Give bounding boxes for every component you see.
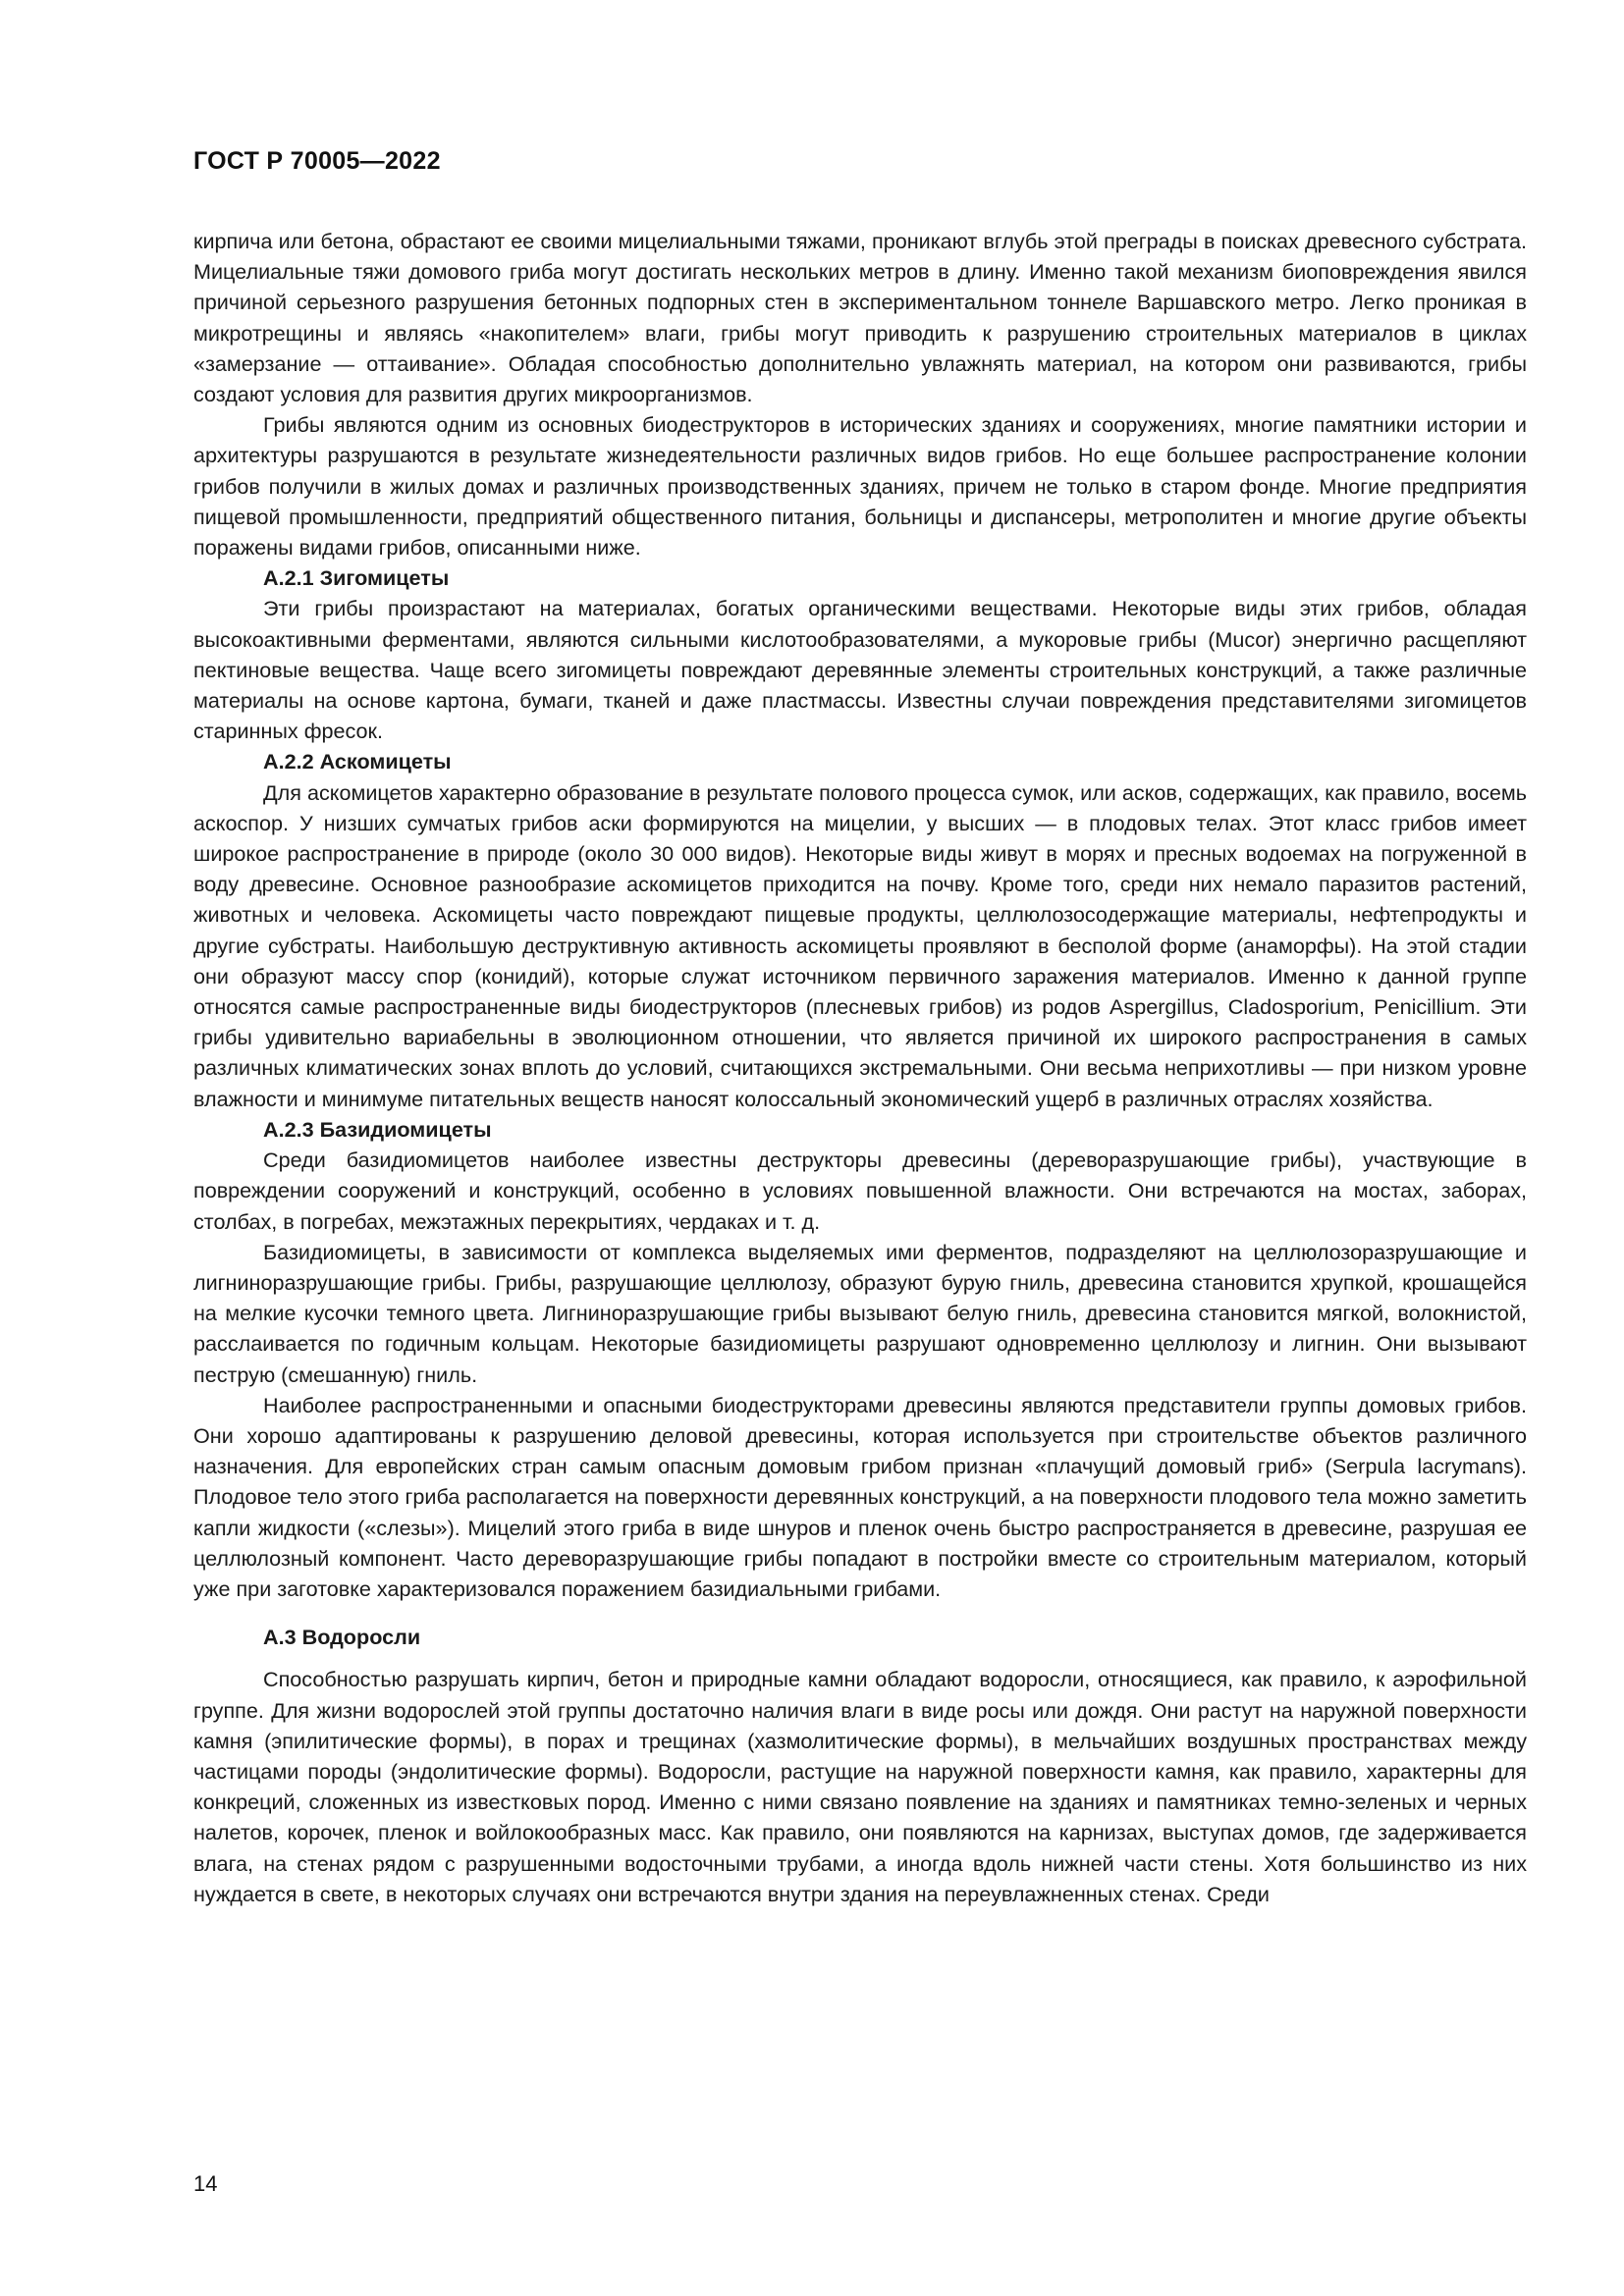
paragraph: Наиболее распространенными и опасными биодеструкторами древесины являются представители группы домовых грибов. Они хорошо адаптированы к разрушению деловой древесины, которая используется при строительстве объектов различного назначения. Для европейских стран самым опасным домовым грибом признан «плачущий домовый гриб» (Serpula lacrymans). Плодовое тело этого гриба располагается на поверхности деревянных конструкций, а на поверхности плодового тела можно заметить капли жидкости («слезы»). Мицелий этого гриба в виде шнуров и пленок очень быстро распространяется в древесине, разрушая ее целлюлозный компонент. Часто дереворазрушающие грибы попадают в постройки вместе со строительным материалом, который уже при заготовке характеризовался поражением базидиальными грибами. [193, 1392, 1527, 1601]
section-heading-a23: А.2.3 Базидиомицеты [263, 1116, 492, 1142]
section-heading-a21: А.2.1 Зигомицеты [263, 565, 450, 591]
paragraph: Грибы являются одним из основных биодеструкторов в исторических зданиях и сооружениях, многие памятники истории и архитектуры разрушаются в результате жизнедеятельности различных видов грибов. Но еще большее распространение колонии грибов получили в жилых домах и различных производственных зданиях, причем не только в старом фонде. Многие предприятия пищевой промышленности, предприятий общественного питания, больницы и диспансеры, метрополитен и многие другие объекты поражены видами грибов, описанными ниже. [193, 412, 1527, 561]
document-header: ГОСТ Р 70005—2022 [193, 147, 441, 175]
paragraph: Способностью разрушать кирпич, бетон и природные камни обладают водоросли, относящиеся, как правило, к аэрофильной группе. Для жизни водорослей этой группы достаточно наличия влаги в виде росы или дождя. Они растут на наружной поверхности камня (эпилитические формы), в порах и трещинах (хазмолитические формы), в мельчайших воздушных пространствах между частицами породы (эндолитические формы). Водоросли, растущие на наружной поверхности камня, как правило, характерны для конкреций, сложенных из известковых пород. Именно с ними связано появление на зданиях и памятниках темно-зеленых и черных налетов, корочек, пленок и войлокообразных масс. Как правило, они появляются на карнизах, выступах домов, где задерживается влага, на стенах рядом с разрушенными водосточными трубами, а иногда вдоль нижней части стены. Хотя большинство из них нуждается в свете, в некоторых случаях они встречаются внутри здания на переувлажненных стенах. Среди [193, 1667, 1527, 1906]
paragraph: Среди базидиомицетов наиболее известны деструкторы древесины (дереворазрушающие грибы), участвующие в повреждении сооружений и конструкций, особенно в условиях повышенной влажности. Они встречаются на мостах, заборах, столбах, в погребах, межэтажных перекрытиях, чердаках и т. д. [193, 1148, 1527, 1234]
paragraph: Эти грибы произрастают на материалах, богатых органическими веществами. Некоторые виды этих грибов, обладая высокоактивными ферментами, являются сильными кислотообразователями, а мукоровые грибы (Mucor) энергично расщепляют пектиновые вещества. Чаще всего зигомицеты повреждают деревянные элементы строительных конструкций, а также различные материалы на основе картона, бумаги, тканей и даже пластмассы. Известны случаи повреждения представителями зигомицетов старинных фресок. [193, 596, 1527, 744]
section-heading-a3: А.3 Водоросли [263, 1625, 421, 1650]
paragraph: Для аскомицетов характерно образование в результате полового процесса сумок, или асков, содержащих, как правило, восемь аскоспор. У низших сумчатых грибов аски формируются на мицелии, у высших — в плодовых телах. Этот класс грибов имеет широкое распространение в природе (около 30 000 видов). Некоторые виды живут в морях и пресных водоемах на погруженной в воду древесине. Основное разнообразие аскомицетов приходится на почву. Кроме того, среди них немало паразитов растений, животных и человека. Аскомицеты часто повреждают пищевые продукты, целлюлозосодержащие материалы, нефтепродукты и другие субстраты. Наибольшую деструктивную активность аскомицеты проявляют в бесполой форме (анаморфы). На этой стадии они образуют массу спор (конидий), которые служат источником первичного заражения материалов. Именно к данной группе относятся самые распространенные виды биодеструкторов (плесневых грибов) из родов Aspergillus, Cladosporium, Penicillium. Эти грибы удивительно вариабельны в эволюционном отношении, что является причиной их широкого распространения в самых различных климатических зонах вплоть до условий, считающихся экстремальными. Они весьма неприхотливы — при низком уровне влажности и минимуме питательных веществ наносят колоссальный экономический ущерб в различных отраслях хозяйства. [193, 779, 1527, 1111]
paragraph: кирпича или бетона, обрастают ее своими мицелиальными тяжами, проникают вглубь этой преграды в поисках древесного субстрата. Мицелиальные тяжи домового гриба могут достигать нескольких метров в длину. Именно такой механизм биоповреждения явился причиной серьезного разрушения бетонных подпорных стен в экспериментальном тоннеле Варшавского метро. Легко проникая в микротрещины и являясь «накопителем» влаги, грибы могут приводить к разрушению строительных материалов в циклах «замерзание — оттаивание». Обладая способностью дополнительно увлажнять материал, на котором они развиваются, грибы создают условия для развития других микроорганизмов. [193, 229, 1527, 407]
section-heading-a22: А.2.2 Аскомицеты [263, 749, 452, 774]
paragraph: Базидиомицеты, в зависимости от комплекса выделяемых ими ферментов, подразделяют на целлюлозоразрушающие и лигниноразрушающие грибы. Грибы, разрушающие целлюлозу, образуют бурую гниль, древесина становится хрупкой, крошащейся на мелкие кусочки темного цвета. Лигниноразрушающие грибы вызывают белую гниль, древесина становится мягкой, волокнистой, расслаивается по годичным кольцам. Некоторые базидиомицеты разрушают одновременно целлюлозу и лигнин. Они вызывают пеструю (смешанную) гниль. [193, 1239, 1527, 1387]
page-number: 14 [193, 2171, 218, 2196]
document-body [193, 226, 1527, 1909]
